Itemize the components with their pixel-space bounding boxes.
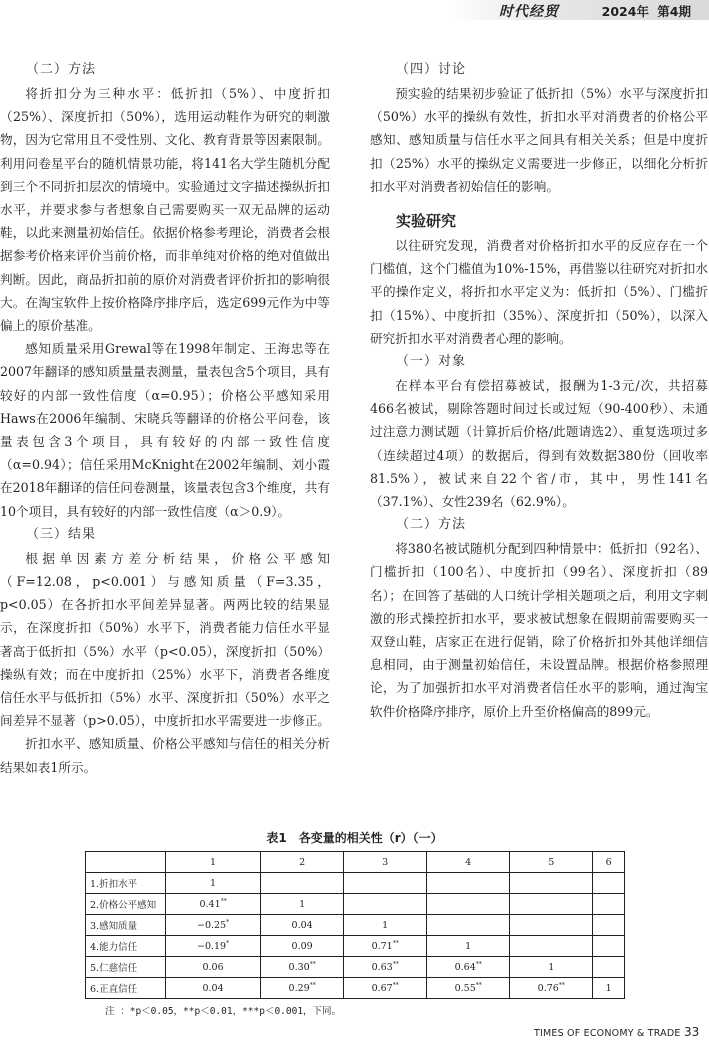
paragraph: 折扣水平、感知质量、价格公平感知与信任的相关分析结果如表1所示。 (0, 736, 330, 775)
table-header-cell: 3 (344, 852, 427, 873)
table-cell (344, 894, 427, 915)
table-cell (510, 936, 593, 957)
table-cell (261, 894, 344, 915)
table-cell (510, 873, 593, 894)
right-column (370, 58, 708, 723)
cell-value: 0.76 (537, 983, 559, 995)
cell-value: 1 (210, 878, 217, 890)
table-cell (261, 957, 344, 978)
cell-value: 0.67 (371, 983, 393, 995)
significance-mark: ** (309, 960, 316, 968)
cell-value: 1 (548, 962, 555, 974)
left-column (0, 58, 330, 779)
table-header-row (86, 852, 625, 873)
cell-value: 1 (382, 920, 389, 932)
paragraph: 将380名被试随机分配到四种情景中：低折扣（92名）、门槛折扣（100名）、中度折扣（99名）、深度折扣（89名）；在回答了基础的人口统计学相关题项之后，利用文字刺激的形式操控折扣水平，要求被试想象在假期前需要购买一双登山鞋，店家正在进行促销，除了价格折扣外其他详细信息相同，由于测量初始信任，未设置品牌。根据价格参照理论，为了加强折扣水平对消费者信任水平的影响，通过淘宝软件价格降序排序，原价上升至价格偏高的899元。 (370, 541, 708, 719)
significance-mark: * (226, 939, 230, 947)
table-cell (166, 873, 261, 894)
table-caption: 表1 各变量的相关性（r）（一） (266, 831, 443, 845)
cell-value: 0.64 (454, 962, 476, 974)
row-label: 3.感知质量 (86, 915, 166, 936)
table-note: 注 ：*p＜0.05，**p＜0.01，***p＜0.001，下同。 (105, 1006, 342, 1017)
paragraph: 在样本平台有偿招募被试，报酬为1-3元/次，共招募466名被试，剔除答题时间过长或过短（90-400秒）、未通过注意力测试题（计算折后价格/此题请选2）、重复选项过多（连续超过4项）的数据后，得到有效数据380份（回收率81.5%），被试来自22个省/市，其中，男性141名（37.1%）、女性239名（62.9%）。 (370, 378, 708, 510)
table-row (86, 978, 625, 999)
significance-mark: ** (475, 981, 482, 989)
table-cell (593, 873, 625, 894)
cell-value: 0.55 (454, 983, 476, 995)
cell-value: 0.04 (291, 920, 313, 932)
cell-value: 1 (605, 983, 612, 995)
table-cell (427, 978, 510, 999)
section-heading-discussion: （四）讨论 (396, 62, 467, 77)
row-label: 4.能力信任 (86, 936, 166, 957)
significance-mark: ** (220, 897, 227, 905)
cell-value: 0.09 (291, 941, 313, 953)
table-cell (593, 915, 625, 936)
row-label: 5.仁慈信任 (86, 957, 166, 978)
table-cell (427, 873, 510, 894)
section-heading-subject: （一）对象 (396, 354, 467, 370)
table-cell (344, 873, 427, 894)
row-label: 1.折扣水平 (86, 873, 166, 894)
table-row (86, 915, 625, 936)
table-row (86, 873, 625, 894)
page-number: 33 (684, 1025, 700, 1039)
significance-mark: * (226, 918, 230, 926)
table-cell (261, 915, 344, 936)
section-heading-method: （二）方法 (26, 62, 97, 77)
paragraph: 根据单因素方差分析结果，价格公平感知（F=12.08，p<0.001）与感知质量（F=3.35，p<0.05）在各折扣水平间差异显著。两两比较的结果显示，在深度折扣（50%）水平下，消费者能力信任水平显著高于低折扣（5%）水平（p<0.05），深度折扣（50%）操纵有效；而在中度折扣（25%）水平下，消费者各维度信任水平与低折扣（5%）水平、深度折扣（50%）水平之间差异不显著（p>0.05），中度折扣水平需要进一步修正。 (0, 550, 331, 729)
table-cell (344, 936, 427, 957)
table-cell (344, 957, 427, 978)
table-row (86, 936, 625, 957)
journal-title: 时代经贸 (499, 4, 559, 20)
table-cell (427, 957, 510, 978)
cell-value: 0.06 (202, 962, 224, 974)
significance-mark: ** (392, 981, 399, 989)
cell-value: −0.25 (196, 920, 227, 932)
table-cell (427, 936, 510, 957)
cell-value: −0.19 (196, 941, 227, 953)
table-cell (261, 936, 344, 957)
cell-value: 1 (299, 899, 306, 911)
table-cell (510, 978, 593, 999)
table-cell (166, 915, 261, 936)
section-heading-method-2: （二）方法 (396, 517, 467, 533)
table-header-cell: 5 (510, 852, 593, 873)
table-cell (344, 978, 427, 999)
row-label: 2.价格公平感知 (86, 894, 166, 915)
paragraph: 以往研究发现，消费者对价格折扣水平的反应存在一个门槛值，这个门槛值为10%-15%，再借鉴以往研究对折扣水平的操作定义，将折扣水平定义为：低折扣（5%）、门槛折扣（15%）、中度折扣（35%）、深度折扣（50%），以深入研究折扣水平对消费者心理的影响。 (370, 238, 708, 346)
row-label: 6.正直信任 (86, 978, 166, 999)
page-header (0, 0, 709, 22)
cell-value: 0.29 (288, 983, 310, 995)
paragraph: 预实验的结果初步验证了低折扣（5%）水平与深度折扣（50%）水平的操纵有效性，折扣水平对消费者的价格公平感知、感知质量与信任水平之间具有相关关系；但是中度折扣（25%）水平的操纵定义需要进一步修正，以细化分析折扣水平对消费者初始信任的影响。 (370, 86, 708, 194)
table-cell (261, 978, 344, 999)
section-title-study: 实验研究 (396, 212, 457, 231)
significance-mark: ** (392, 939, 399, 947)
table-header-cell: 6 (593, 852, 625, 873)
cell-value: 0.04 (202, 983, 224, 995)
table-cell (510, 894, 593, 915)
table-cell (166, 936, 261, 957)
table-cell (344, 915, 427, 936)
table-header-cell: 1 (166, 852, 261, 873)
cell-value: 0.30 (288, 962, 310, 974)
significance-mark: ** (558, 981, 565, 989)
paragraph: 感知质量采用Grewal等在1998年制定、王海忠等在2007年翻译的感知质量量表测量，量表包含5个项目，具有较好的内部一致性信度（α=0.95）；价格公平感知采用Haws在2006年编制、宋晓兵等翻译的价格公平问卷，该量表包含3个项目，具有较好的内部一致性信度（α=0.94）；信任采用McKnight在2002年编制、刘小霞在2018年翻译的信任问卷测量，该量表包含3个维度，共有10个项目，具有较好的内部一致性信度（α＞0.9）。 (0, 341, 330, 519)
cell-value: 0.71 (371, 941, 393, 953)
table-header-cell: 4 (427, 852, 510, 873)
issue-number: 2024年 第4期 (601, 4, 691, 19)
table-header-cell: 2 (261, 852, 344, 873)
table-cell (166, 957, 261, 978)
table-cell (427, 915, 510, 936)
significance-mark: ** (392, 960, 399, 968)
significance-mark: ** (475, 960, 482, 968)
correlation-table (85, 851, 625, 999)
table-cell (166, 894, 261, 915)
cell-value: 1 (465, 941, 472, 953)
cell-value: 0.63 (371, 962, 393, 974)
table-cell (510, 915, 593, 936)
table-cell (427, 894, 510, 915)
paragraph: 将折扣分为三种水平：低折扣（5%）、中度折扣（25%）、深度折扣（50%），选用运动鞋作为研究的刺激物，因为它常用且不受性别、文化、教育背景等因素限制。利用问卷星平台的随机情景功能，将141名大学生随机分配到三个不同折扣层次的情境中。实验通过文字描述操纵折扣水平，并要求参与者想象自己需要购买一双无品牌的运动鞋，以此来测量初始信任。依据价格参考理论，消费者会根据参考价格来评价当前价格，而非单纯对价格的绝对值做出判断。因此，商品折扣前的原价对消费者评价折扣的影响很大。在淘宝软件上按价格降序排序后，选定699元作为中等偏上的原价基准。 (0, 86, 330, 334)
table-cell (593, 978, 625, 999)
table-cell (510, 957, 593, 978)
table-cell (166, 978, 261, 999)
section-heading-result: （三）结果 (26, 526, 97, 542)
table-row (86, 957, 625, 978)
table-cell (593, 957, 625, 978)
table-header-cell (86, 852, 166, 873)
table-cell (593, 894, 625, 915)
table-row (86, 894, 625, 915)
significance-mark: ** (309, 981, 316, 989)
table-cell (593, 936, 625, 957)
footer-journal-name: TIMES OF ECONOMY & TRADE (534, 1028, 681, 1039)
table-cell (261, 873, 344, 894)
cell-value: 0.41 (199, 899, 221, 911)
